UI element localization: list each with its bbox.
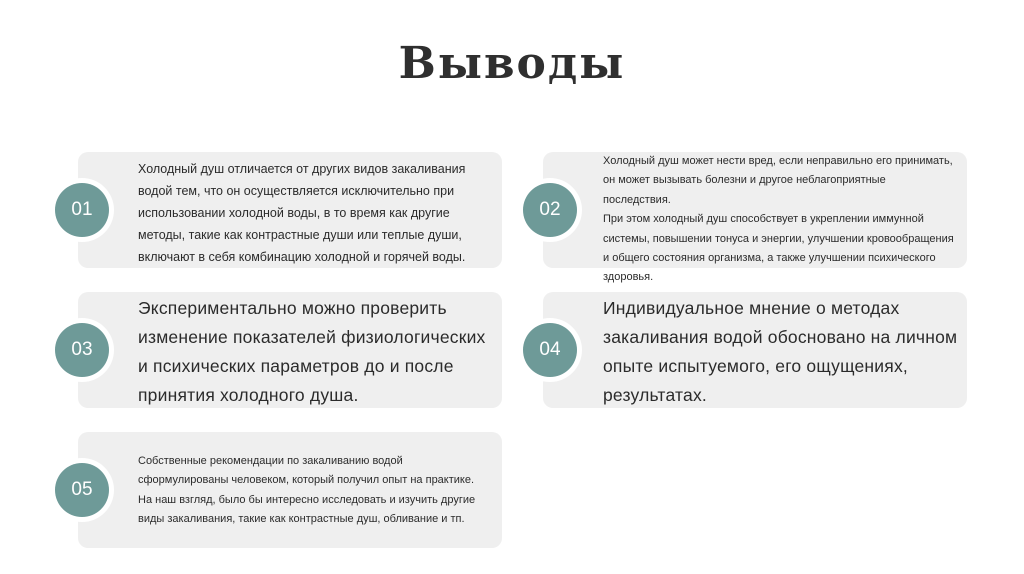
conclusion-card-04 bbox=[543, 292, 967, 408]
number-badge-01 bbox=[50, 178, 114, 242]
conclusion-card-03 bbox=[78, 292, 502, 408]
badge-number-01: 01 bbox=[55, 183, 109, 237]
conclusion-card-02 bbox=[543, 152, 967, 284]
conclusion-text-05-paragraph-2: На наш взгляд, было бы интересно исследовать и изучить другие виды закаливания, такие как контрастные душ, обливание и тп. bbox=[138, 493, 476, 526]
number-badge-02 bbox=[518, 178, 582, 242]
badge-number-02: 02 bbox=[523, 183, 577, 237]
conclusion-text-03: Экспериментально можно проверить изменение показателей физиологических и психических параметров до и после принятия холодного душа. bbox=[138, 298, 486, 405]
badge-number-04: 04 bbox=[523, 323, 577, 377]
number-badge-05 bbox=[50, 458, 114, 522]
conclusion-text-04: Индивидуальное мнение о методах закаливания водой обосновано на личном опыте испытуемого, его ощущениях, результатах. bbox=[603, 298, 958, 405]
conclusion-text-05-paragraph-1: Собственные рекомендации по закаливанию водой сформулированы человеком, который получил опыт на практике. bbox=[138, 455, 475, 487]
badge-number-03: 03 bbox=[55, 323, 109, 377]
number-badge-03 bbox=[50, 318, 114, 382]
number-badge-04 bbox=[518, 318, 582, 382]
conclusion-text-02-paragraph-2: При этом холодный душ способствует в укреплении иммунной системы, повышении тонуса и энергии, улучшении кровообращения и общего состояния организма, а также улучшении психического здоровья. bbox=[603, 213, 954, 284]
conclusion-card-01 bbox=[78, 152, 502, 268]
conclusion-text-05 bbox=[138, 452, 490, 530]
conclusion-card-05 bbox=[78, 432, 502, 548]
badge-number-05: 05 bbox=[55, 463, 109, 517]
conclusion-text-02 bbox=[603, 152, 955, 288]
slide-title: Выводы bbox=[398, 38, 626, 89]
conclusion-text-02-paragraph-1: Холодный душ может нести вред, если неправильно его принимать, он может вызывать болезни и другое неблагоприятные последствия. bbox=[603, 155, 953, 206]
conclusion-text-01: Холодный душ отличается от других видов закаливания водой тем, что он осуществляется исключительно при использовании холодной воды, в то время как другие методы, такие как контрастные души или теплые души, включают в себя комбинацию холодной и горячей воды. bbox=[138, 162, 466, 264]
